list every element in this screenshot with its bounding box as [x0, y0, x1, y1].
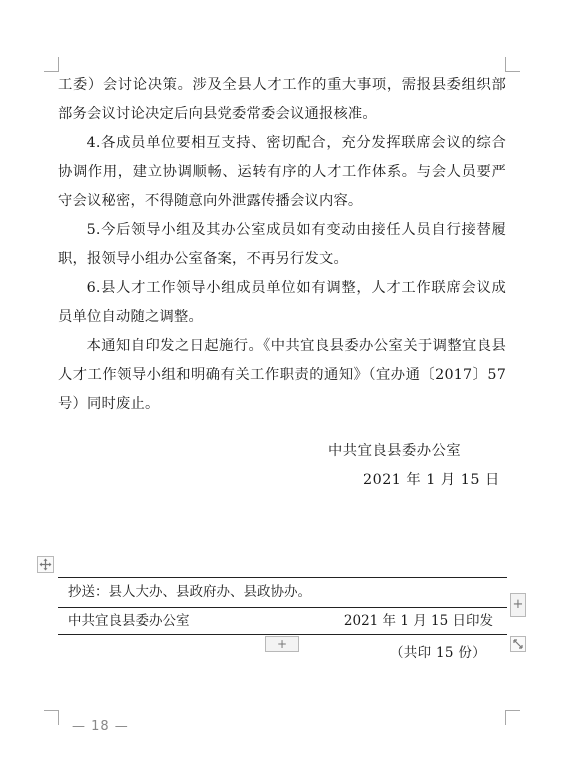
- table-move-handle[interactable]: [37, 556, 54, 573]
- add-column-button[interactable]: [510, 593, 526, 617]
- distribution-table: [58, 577, 507, 635]
- move-icon: [39, 558, 52, 571]
- signature-date: 2021 年 1 月 15 日: [363, 472, 500, 488]
- plus-icon: +: [512, 597, 524, 612]
- add-row-button[interactable]: [265, 636, 299, 652]
- table-resize-handle[interactable]: [510, 636, 526, 652]
- paragraph-item-6: 6.县人才工作领导小组成员单位如有调整，人才工作联席会议成员单位自动随之调整。: [58, 280, 506, 325]
- paragraph-continuation: 工委）会讨论决策。涉及全县人才工作的重大事项，需报县委组织部部务会议讨论决定后向县党委常委会议通报核准。: [58, 77, 506, 122]
- document-body: [58, 71, 506, 419]
- paragraph-item-5: 5.今后领导小组及其办公室成员如有变动由接任人员自行接替履职，报领导小组办公室备案，不再另行发文。: [58, 222, 506, 267]
- paragraph-item-4: 4.各成员单位要相互支持、密切配合，充分发挥联席会议的综合协调作用，建立协调顺畅、运转有序的人才工作体系。与会人员要严守会议秘密，不得随意向外泄露传播会议内容。: [58, 135, 506, 209]
- paragraph-effective-date: 本通知自印发之日起施行。《中共宜良县委办公室关于调整宜良县人才工作领导小组和明确有关工作职责的通知》（宜办通〔2017〕57号）同时废止。: [58, 338, 506, 412]
- page-corner-mark-top-left: [44, 57, 59, 72]
- page-corner-mark-top-right: [505, 57, 520, 72]
- resize-icon: [513, 639, 523, 649]
- plus-icon: +: [276, 637, 288, 651]
- page-corner-mark-bottom-left: [44, 710, 59, 725]
- print-date: 2021 年 1 月 15 日印发: [343, 613, 493, 629]
- print-row: [58, 608, 507, 634]
- print-organization: 中共宜良县委办公室: [68, 613, 190, 629]
- signature-organization: 中共宜良县委办公室: [328, 443, 462, 459]
- copies-count: （共印 15 份）: [390, 645, 486, 661]
- page-corner-mark-bottom-right: [505, 710, 520, 725]
- cc-text: 抄送：县人大办、县政府办、县政协办。: [68, 584, 311, 600]
- cc-row: [58, 578, 507, 607]
- page-number: — 18 —: [72, 719, 129, 734]
- table-bottom-rule: [58, 634, 507, 635]
